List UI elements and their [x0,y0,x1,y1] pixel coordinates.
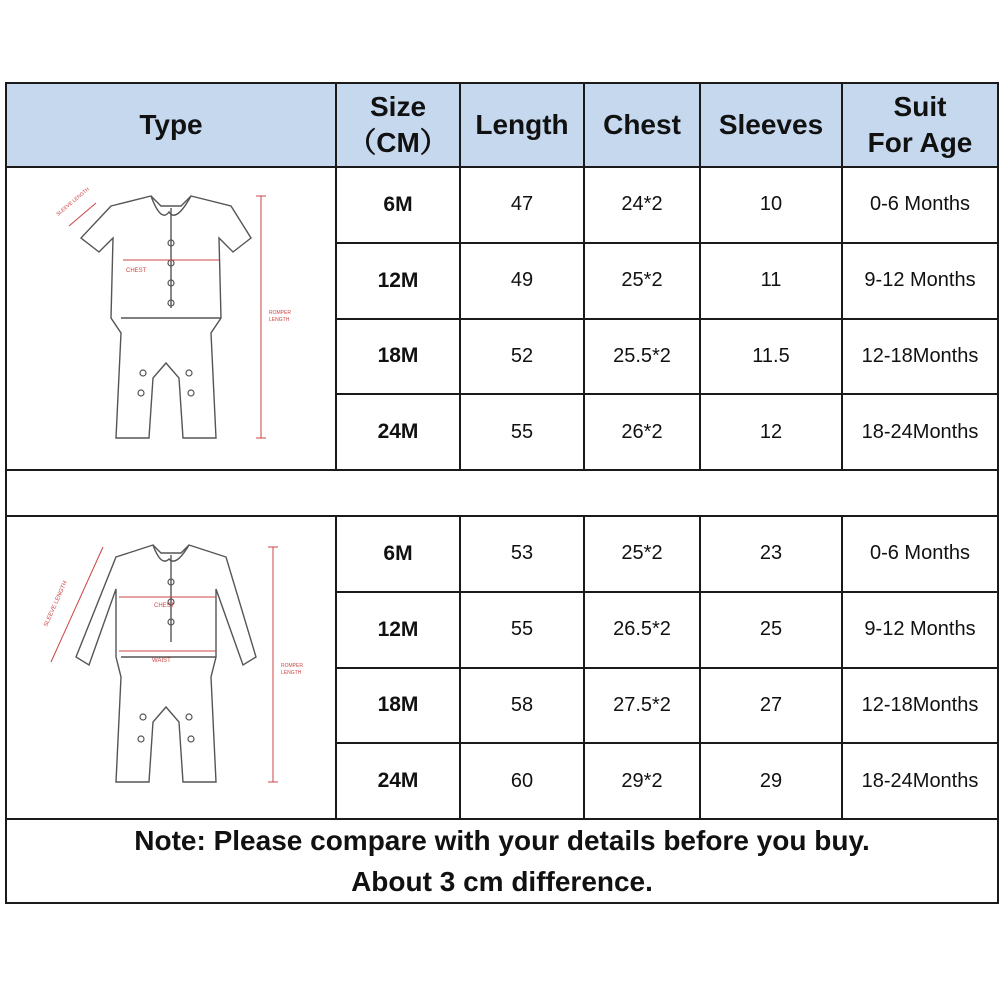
chest-cell: 25*2 [584,243,700,319]
sleeves-cell: 23 [700,516,842,592]
age-cell: 12-18Months [842,319,998,395]
sleeves-cell: 11.5 [700,319,842,395]
note-cell [6,819,998,903]
size-cell: 12M [336,592,460,668]
header-age-line1: Suit [893,91,947,122]
age-cell: 9-12 Months [842,243,998,319]
romper-label-2: LENGTH [269,317,290,323]
note-line-1: Note: Please compare with your details before you buy. [134,825,870,856]
header-age [842,83,998,167]
size-cell: 24M [336,394,460,470]
romper-label-1: ROMPER [269,310,291,316]
sleeves-cell: 29 [700,743,842,819]
size-cell: 6M [336,516,460,592]
age-cell: 0-6 Months [842,516,998,592]
spacer-row [6,470,998,516]
chest-cell: 26.5*2 [584,592,700,668]
age-cell: 12-18Months [842,668,998,744]
chest-cell: 24*2 [584,167,700,243]
sleeves-cell: 25 [700,592,842,668]
short-sleeve-romper-diagram [6,167,336,470]
age-cell: 18-24Months [842,394,998,470]
length-cell: 58 [460,668,584,744]
header-age-line2: For Age [867,127,973,158]
sleeve-length-label: SLEEVE LENGTH [55,186,91,218]
sleeves-cell: 11 [700,243,842,319]
size-table [5,82,999,904]
size-cell: 12M [336,243,460,319]
size-cell: 24M [336,743,460,819]
sleeve-length-label: SLEEVE LENGTH [43,580,69,628]
header-chest: Chest [584,83,700,167]
header-row [6,83,998,167]
length-cell: 55 [460,394,584,470]
sleeves-cell: 27 [700,668,842,744]
table-row [6,516,998,592]
chest-label: CHEST [126,268,147,274]
age-cell: 9-12 Months [842,592,998,668]
header-size-line1: Size [369,91,427,122]
header-sleeves: Sleeves [700,83,842,167]
chest-cell: 26*2 [584,394,700,470]
length-cell: 55 [460,592,584,668]
length-cell: 60 [460,743,584,819]
chest-cell: 25.5*2 [584,319,700,395]
romper-label-1: ROMPER [281,663,303,669]
length-cell: 47 [460,167,584,243]
length-cell: 52 [460,319,584,395]
chest-cell: 29*2 [584,743,700,819]
size-chart [5,82,997,916]
romper-label-2: LENGTH [281,670,302,676]
size-cell: 18M [336,668,460,744]
spacer-cell [6,470,998,516]
long-sleeve-romper-icon [11,517,331,812]
table-row [6,167,998,243]
waist-label: WAIST [152,658,171,664]
size-cell: 18M [336,319,460,395]
header-size-line2: （CM） [348,127,448,158]
chest-cell: 25*2 [584,516,700,592]
header-size [336,83,460,167]
age-cell: 0-6 Months [842,167,998,243]
size-cell: 6M [336,167,460,243]
long-sleeve-romper-diagram [6,516,336,819]
short-sleeve-romper-icon [11,168,331,463]
age-cell: 18-24Months [842,743,998,819]
length-cell: 49 [460,243,584,319]
length-cell: 53 [460,516,584,592]
chest-label: CHEST [154,603,175,609]
note-row [6,819,998,903]
note-line-2: About 3 cm difference. [351,866,653,897]
header-length: Length [460,83,584,167]
sleeves-cell: 12 [700,394,842,470]
chest-cell: 27.5*2 [584,668,700,744]
header-type: Type [6,83,336,167]
sleeves-cell: 10 [700,167,842,243]
